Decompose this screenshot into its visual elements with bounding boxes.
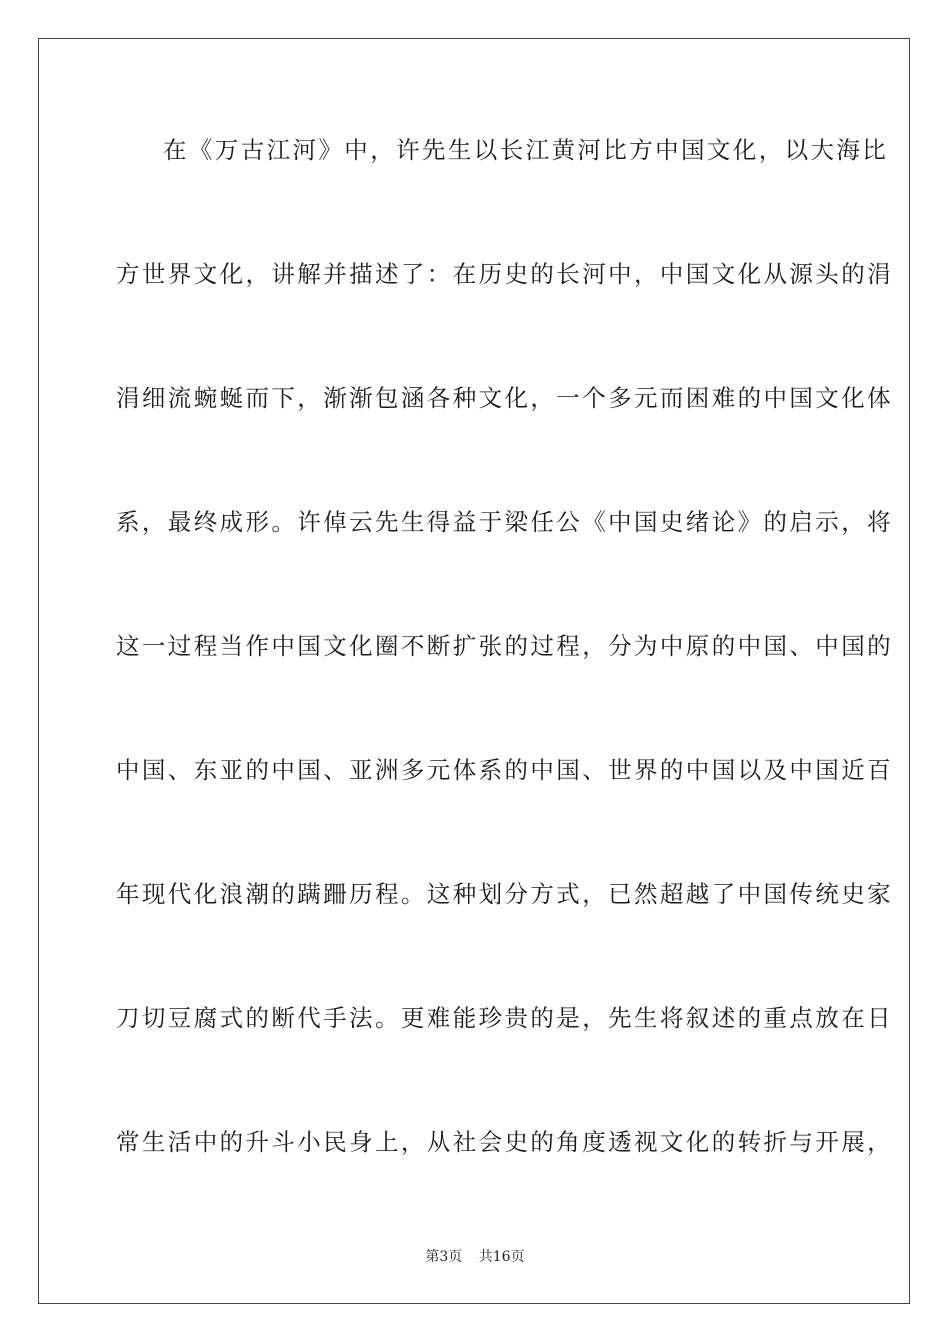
text-line: 方世界文化，讲解并描述了：在历史的长河中，中国文化从源头的涓 <box>116 260 893 288</box>
body-paragraph <box>116 121 893 1237</box>
text-line: 年现代化浪潮的蹒跚历程。这种划分方式，已然超越了中国传统史家 <box>116 880 893 908</box>
text-line: 刀切豆腐式的断代手法。更难能珍贵的是，先生将叙述的重点放在日 <box>116 1004 893 1032</box>
text-line: 中国、东亚的中国、亚洲多元体系的中国、世界的中国以及中国近百 <box>116 756 893 784</box>
text-line: 这一过程当作中国文化圈不断扩张的过程，分为中原的中国、中国的 <box>116 632 893 660</box>
page-footer <box>0 1246 950 1266</box>
page-total: 共16页 <box>478 1249 525 1265</box>
text-line: 在《万古江河》中，许先生以长江黄河比方中国文化，以大海比 <box>163 136 889 164</box>
page-number: 第3页 <box>425 1249 463 1265</box>
text-line: 常生活中的升斗小民身上，从社会史的角度透视文化的转折与开展， <box>116 1128 893 1156</box>
text-line: 涓细流蜿蜒而下，渐渐包涵各种文化，一个多元而困难的中国文化体 <box>116 384 893 412</box>
text-line: 系，最终成形。许倬云先生得益于梁任公《中国史绪论》的启示，将 <box>116 508 893 536</box>
